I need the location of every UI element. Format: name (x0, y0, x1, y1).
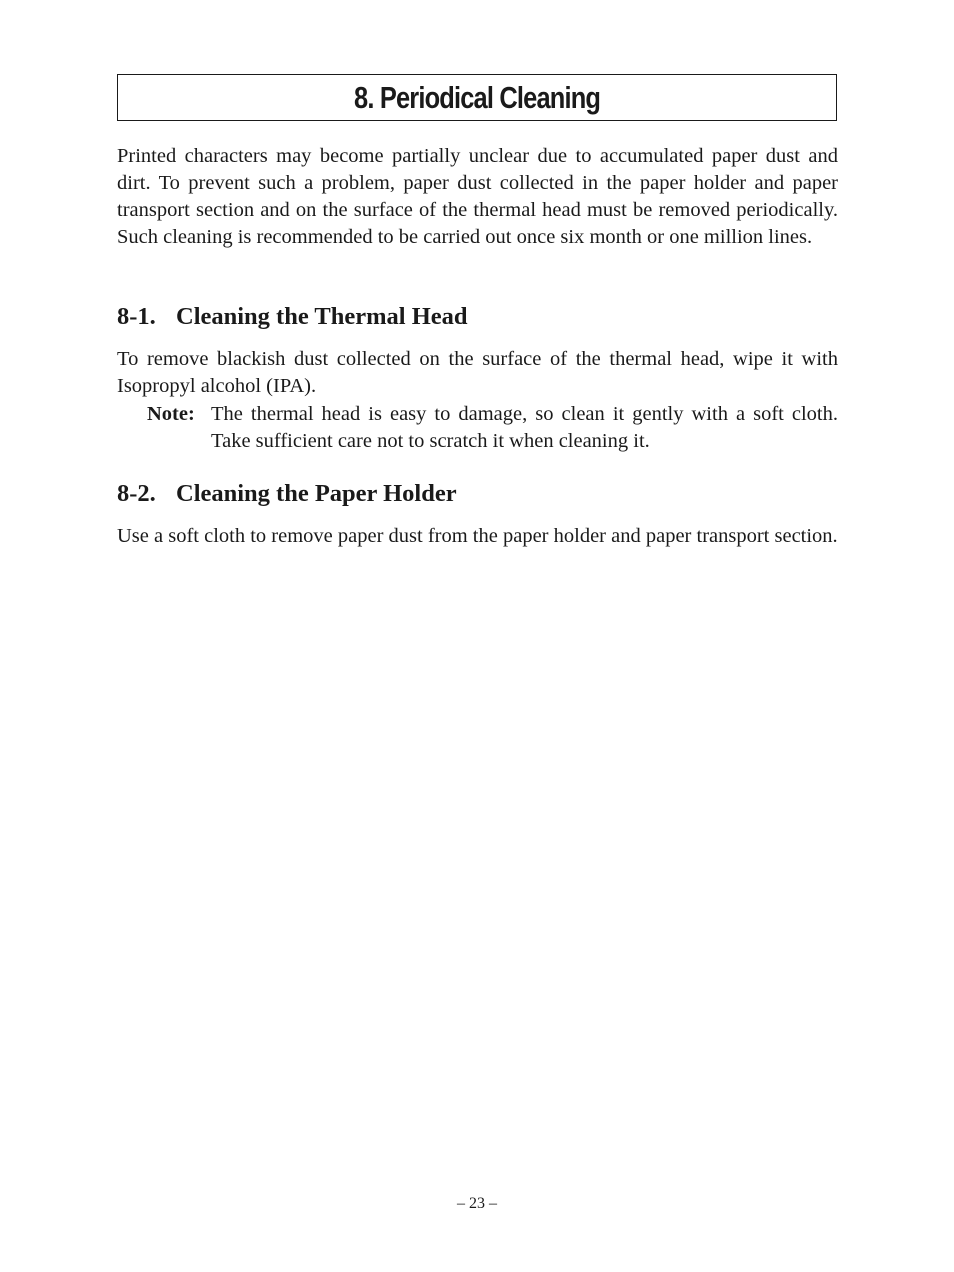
chapter-title: 8. Periodical Cleaning (353, 79, 601, 115)
page-number: – 23 – (457, 1195, 497, 1212)
chapter-title-box (117, 74, 837, 121)
section-number: 8-2. (117, 480, 156, 507)
section-body-paper-holder: Use a soft cloth to remove paper dust from the paper holder and paper transport section. (117, 525, 838, 547)
section-title: Cleaning the Paper Holder (176, 480, 457, 507)
note-label: Note: (147, 403, 195, 425)
note-block (147, 401, 838, 455)
section-title: Cleaning the Thermal Head (176, 303, 468, 330)
section-body-thermal-head: To remove blackish dust collected on the surface of the thermal head, wipe it with Isopropyl alcohol (IPA). (117, 348, 838, 397)
section-heading-paper-holder (117, 480, 457, 508)
intro-paragraph: Printed characters may become partially unclear due to accumulated paper dust and dirt. To prevent such a problem, paper dust collected in the paper holder and paper transport section and on the surface of the thermal head must be removed periodically. Such cleaning is recommended to be carried out once six month or one million lines. (117, 145, 838, 248)
section-number: 8-1. (117, 303, 156, 330)
note-text: The thermal head is easy to damage, so clean it gently with a soft cloth. Take sufficient care not to scratch it when cleaning it. (211, 403, 838, 452)
section-heading-thermal-head (117, 303, 468, 331)
